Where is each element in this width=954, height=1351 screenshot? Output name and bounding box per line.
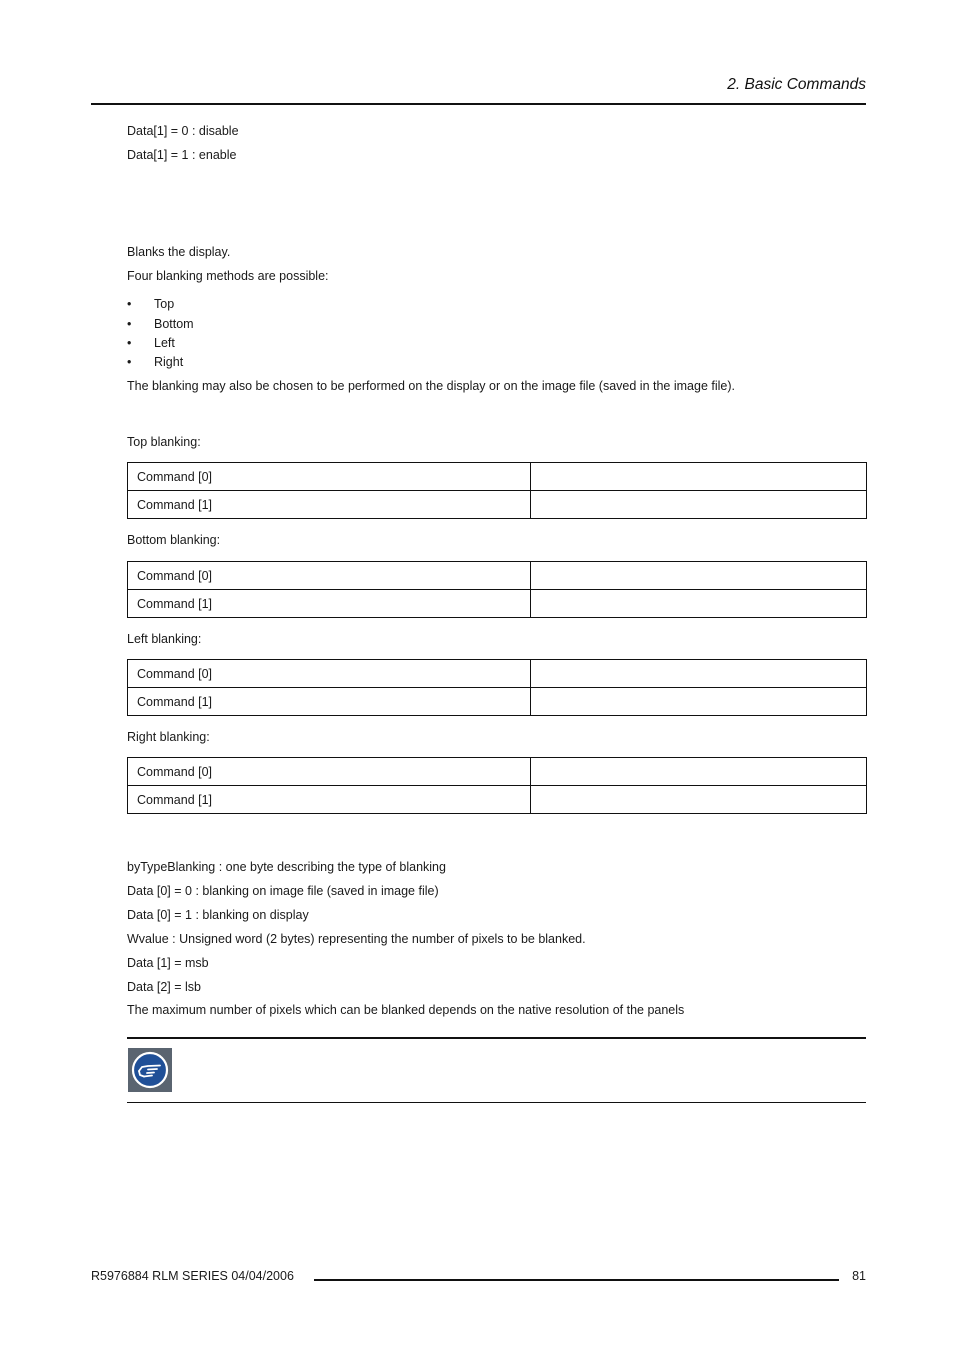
table-cell-value [531, 562, 867, 590]
list-item [127, 316, 327, 332]
list-item-label: Right [154, 355, 184, 369]
table-cell-label: Command [1] [128, 491, 531, 519]
table-cell-value [531, 590, 867, 618]
bullet-icon: • [127, 297, 132, 311]
bullet-icon: • [127, 355, 132, 369]
param-max-pixels-note: The maximum number of pixels which can be blanked depends on the native resolution of the panels [127, 1003, 685, 1017]
note-top-divider [127, 1037, 866, 1039]
footer-doc-info: R5976884 RLM SERIES 04/04/2006 [91, 1269, 294, 1283]
pointing-hand-icon [128, 1048, 172, 1092]
list-item-label: Bottom [154, 317, 194, 331]
table-cell-label: Command [0] [128, 562, 531, 590]
param-wvalue: Wvalue : Unsigned word (2 bytes) representing the number of pixels to be blanked. [127, 932, 586, 946]
bottom-blanking-table [127, 561, 867, 618]
param-data0-image-file: Data [0] = 0 : blanking on image file (saved in image file) [127, 884, 439, 898]
table-cell-value [531, 660, 867, 688]
data1-enable-line: Data[1] = 1 : enable [127, 148, 237, 162]
table-row [128, 562, 867, 590]
bullet-icon: • [127, 336, 132, 350]
header-divider [91, 103, 866, 105]
section-title: 2. Basic Commands [727, 76, 866, 93]
page-number: 81 [852, 1269, 866, 1283]
right-blanking-table [127, 757, 867, 814]
table-cell-label: Command [0] [128, 758, 531, 786]
param-data0-display: Data [0] = 1 : blanking on display [127, 908, 309, 922]
bullet-icon: • [127, 317, 132, 331]
param-bytypeblanking: byTypeBlanking : one byte describing the type of blanking [127, 860, 446, 874]
table-caption-left: Left blanking: [127, 632, 202, 646]
table-cell-label: Command [0] [128, 463, 531, 491]
table-row [128, 786, 867, 814]
table-row [128, 491, 867, 519]
table-caption-bottom: Bottom blanking: [127, 533, 221, 547]
table-row [128, 688, 867, 716]
list-item [127, 354, 327, 370]
param-data1-msb: Data [1] = msb [127, 956, 209, 970]
list-item-label: Top [154, 297, 175, 311]
table-cell-label: Command [0] [128, 660, 531, 688]
list-item-label: Left [154, 336, 175, 350]
param-data2-lsb: Data [2] = lsb [127, 980, 201, 994]
table-cell-label: Command [1] [128, 786, 531, 814]
table-cell-value [531, 688, 867, 716]
data1-disable-line: Data[1] = 0 : disable [127, 124, 239, 138]
blanking-target-note: The blanking may also be chosen to be performed on the display or on the image file (saved in the image file). [127, 379, 735, 393]
table-cell-value [531, 463, 867, 491]
table-row [128, 758, 867, 786]
table-cell-value [531, 786, 867, 814]
table-cell-value [531, 491, 867, 519]
note-bottom-divider [127, 1102, 866, 1103]
table-row [128, 463, 867, 491]
table-cell-label: Command [1] [128, 688, 531, 716]
footer-divider [314, 1279, 839, 1281]
table-caption-top: Top blanking: [127, 435, 201, 449]
table-cell-label: Command [1] [128, 590, 531, 618]
list-item [127, 296, 327, 312]
table-row [128, 660, 867, 688]
table-row [128, 590, 867, 618]
list-item [127, 335, 327, 351]
table-cell-value [531, 758, 867, 786]
description-line: Blanks the display. [127, 245, 231, 259]
table-caption-right: Right blanking: [127, 730, 210, 744]
methods-intro-line: Four blanking methods are possible: [127, 269, 329, 283]
left-blanking-table [127, 659, 867, 716]
top-blanking-table [127, 462, 867, 519]
